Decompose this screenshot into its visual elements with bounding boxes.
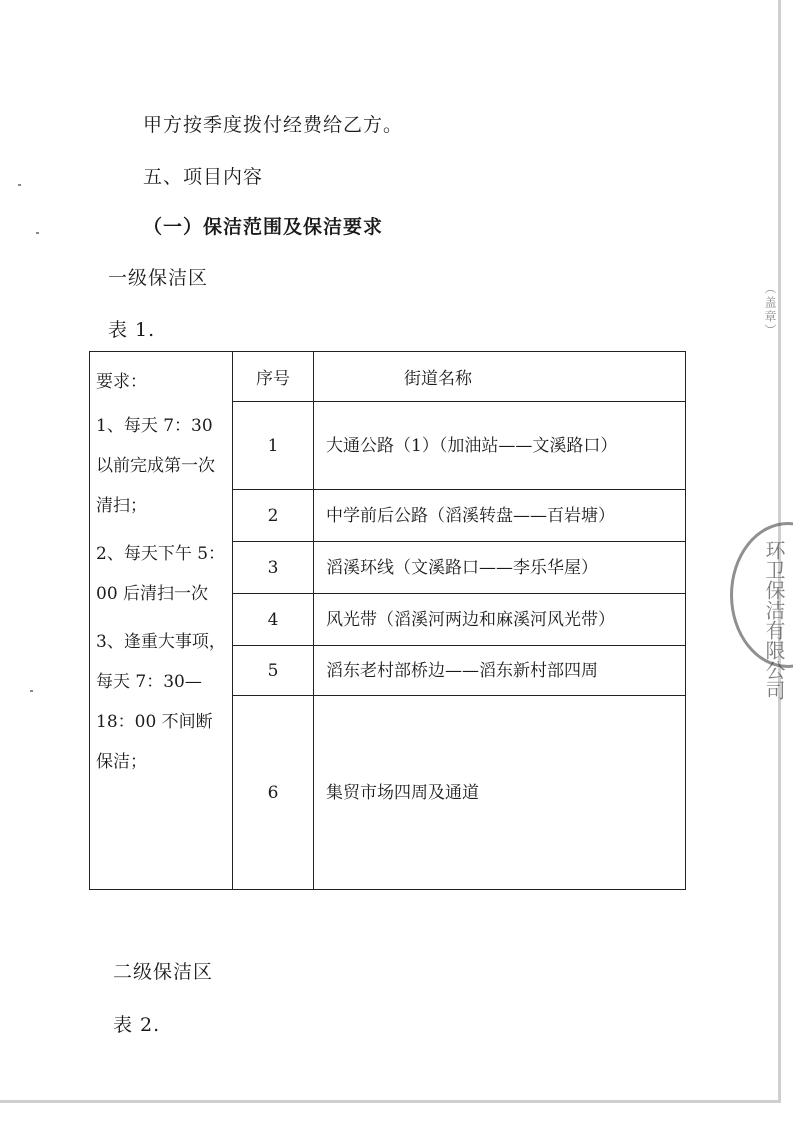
table2-caption: 表 2. [113, 1014, 161, 1036]
street-cell: 中学前后公路（滔溪转盘——百岩塘） [314, 490, 686, 542]
street-cell: 滔东老村部桥边——滔东新村部四周 [314, 646, 686, 696]
seal-text: 环卫保洁有限公司 [762, 540, 786, 700]
scan-speck [36, 232, 39, 234]
margin-scan-marks: （盖章） [763, 282, 777, 338]
scan-speck [30, 690, 33, 692]
payment-paragraph: 甲方按季度拨付经费给乙方。 [143, 114, 404, 136]
seq-cell: 1 [233, 402, 314, 490]
seq-cell: 6 [233, 696, 314, 890]
page-edge-bottom [0, 1100, 781, 1103]
requirement-item-2: 2、每天下午 5：00 后清扫一次 [96, 544, 226, 604]
street-cell: 集贸市场四周及通道 [314, 696, 686, 890]
requirement-item-3: 3、逢重大事项，每天 7：30—18：00 不间断保洁； [96, 632, 226, 772]
cleaning-table-1 [89, 351, 686, 890]
table1-caption: 表 1. [108, 319, 156, 341]
street-header: 街道名称 [314, 352, 686, 402]
street-cell: 风光带（滔溪河两边和麻溪河风光带） [314, 594, 686, 646]
section-heading-5: 五、项目内容 [143, 166, 264, 188]
seq-cell: 4 [233, 594, 314, 646]
street-cell: 大通公路（1）（加油站——文溪路口） [314, 402, 686, 490]
seq-cell: 3 [233, 542, 314, 594]
subsection-heading-1: （一）保洁范围及保洁要求 [143, 216, 384, 238]
seq-header: 序号 [233, 352, 314, 402]
requirements-header: 要求： [96, 372, 147, 392]
table-header-row [90, 352, 686, 402]
scan-speck [18, 184, 21, 186]
seq-cell: 5 [233, 646, 314, 696]
level2-heading: 二级保洁区 [113, 961, 214, 983]
requirements-cell [90, 352, 233, 890]
requirement-item-1: 1、每天 7：30 以前完成第一次清扫； [96, 416, 215, 516]
street-cell: 滔溪环线（文溪路口——李乐华屋） [314, 542, 686, 594]
seq-cell: 2 [233, 490, 314, 542]
level1-heading: 一级保洁区 [108, 267, 209, 289]
